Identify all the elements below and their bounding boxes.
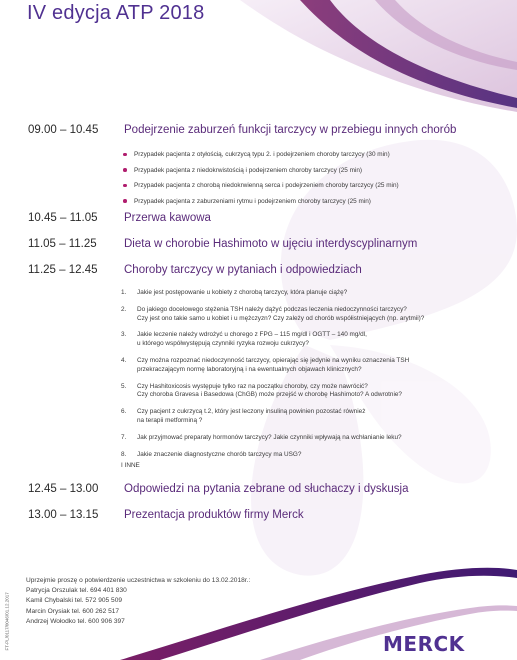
contact-person: Patrycja Orszulak tel. 694 401 830: [26, 587, 127, 595]
agenda-title: Przerwa kawowa: [124, 212, 211, 224]
case-list: [122, 150, 399, 212]
question-item: 5. Czy Hashitoxicosis występuje tylko raz na początku choroby, czy może nawrócić?: [121, 382, 368, 390]
contact-person: Marcin Orysiak tel. 600 262 517: [26, 607, 120, 615]
contact-intro: Uprzejmie proszę o potwierdzenie uczestnictwa w szkoleniu do 13.02.2018r.:: [26, 577, 251, 584]
merck-logo: MERCK: [383, 632, 465, 656]
case-item: Przypadek pacjenta z zaburzeniami rytmu i podejrzeniem choroby tarczycy (25 min): [122, 197, 399, 213]
bullet-icon: [123, 184, 127, 188]
agenda-time: 09.00 – 10.45: [28, 124, 99, 136]
document-reference: FT-PL/0117/0046/01.12.2017: [4, 592, 10, 651]
agenda-row: [28, 212, 211, 224]
agenda-time: 12.45 – 13.00: [28, 483, 99, 495]
question-item: 7. Jak przyjmować preparaty hormonów tarczycy? Jakie czynniki wpływają na wchłanianie leku?: [121, 433, 402, 441]
agenda-row: [28, 483, 408, 495]
agenda-time: 13.00 – 13.15: [28, 509, 99, 521]
case-item: Przypadek pacjenta z niedokrwistością i podejrzeniem choroby tarczycy (25 min): [122, 166, 399, 182]
agenda-row: [28, 238, 417, 250]
contact-block: [26, 576, 250, 627]
question-item: 6. Czy pacjent z cukrzycą t.2, który jest leczony insuliną powinien pozostać również: [121, 408, 366, 416]
question-item: 1. Jakie jest postępowanie u kobiety z chorobą tarczycy, która planuje ciążę?: [121, 289, 348, 296]
case-item: Przypadek pacjenta z chorobą niedokrwienną serca i podejrzeniem choroby tarczycy (25 min): [122, 181, 399, 197]
question-item: 3. Jakie leczenie należy wdrożyć u chorego z FPG – 115 mg/dl i OGTT – 140 mg/dl,: [121, 331, 367, 339]
bullet-icon: [123, 199, 127, 203]
question-item-other: I INNE: [121, 462, 140, 470]
agenda-row: [28, 264, 362, 276]
contact-person: Kamil Chybalski tel. 572 905 509: [26, 597, 123, 605]
question-item: 2. Do jakiego docelowego stężenia TSH należy dążyć podczas leczenia niedoczynności tarczycy?: [121, 305, 407, 313]
question-item: 4. Czy można rozpoznać niedoczynność tarczycy, opierając się jedynie na wyniku oznaczenia TSH: [121, 356, 410, 364]
agenda-time: 10.45 – 11.05: [28, 212, 98, 224]
question-list: 1. Jakie jest postępowanie u kobiety z chorobą tarczycy, która planuje ciążę? 2. Do jakiego docelowego stężenia TSH należy dążyć podczas leczenia niedoczynności tarczycy? Czy jest ono takie samo u kobiet i u mężczyzn? Czy zależy od chorób współistniejących (np. arytmii)? 3. Jakie leczenie należy wdrożyć u chorego z FPG – 115 mg/dl i OGTT – 140 mg/dl, u którego współwystępują czynniki ryzyka rozwoju cukrzycy? 4. Czy można rozpoznać niedoczynność tarczycy, opierając się jedynie na wyniku oznaczenia TSH przekraczającym normę laboratoryjną i na ewentualnych objawach klinicznych? 5. Czy Hashitoxicosis występuje tylko raz na początku choroby, czy może nawrócić? Czy choroba Gravesa i Basedowa (ChGB) może przejść w chorobę Hashimoto? A odwrotnie? 6. Czy pacjent z cukrzycą t.2, który jest leczony insuliną powinien pozostać również na terapii metforminą ? 7. Jak przyjmować preparaty hormonów tarczycy? Jakie czynniki wpływają na wchłanianie leku? 8. Jakie znaczenie diagnostyczne chorób tarczycy ma USG? I INNE: [121, 289, 425, 470]
case-item: Przypadek pacjenta z otyłością, cukrzycą typu 2. i podejrzeniem choroby tarczycy (30 min): [122, 150, 399, 166]
agenda-title: Podejrzenie zaburzeń funkcji tarczycy w przebiegu innych chorób: [124, 124, 457, 136]
agenda-title: Dieta w chorobie Hashimoto w ujęciu interdyscyplinarnym: [124, 238, 418, 250]
agenda-title: Prezentacja produktów firmy Merck: [124, 509, 304, 521]
bullet-icon: [123, 168, 127, 172]
agenda-time: 11.05 – 11.25: [28, 238, 97, 250]
contact-person: Andrzej Wołodko tel. 600 906 397: [26, 617, 125, 625]
agenda-row: [28, 509, 304, 521]
agenda-title: Choroby tarczycy w pytaniach i odpowiedziach: [124, 264, 362, 276]
page-title: IV edycja ATP 2018: [27, 2, 205, 24]
question-item: 8. Jakie znaczenie diagnostyczne chorób tarczycy ma USG?: [121, 450, 302, 458]
agenda-time: 11.25 – 12.45: [28, 264, 98, 276]
agenda-title: Odpowiedzi na pytania zebrane od słuchaczy i dyskusja: [124, 483, 409, 495]
agenda-row: [28, 124, 456, 136]
bullet-icon: [123, 153, 127, 157]
